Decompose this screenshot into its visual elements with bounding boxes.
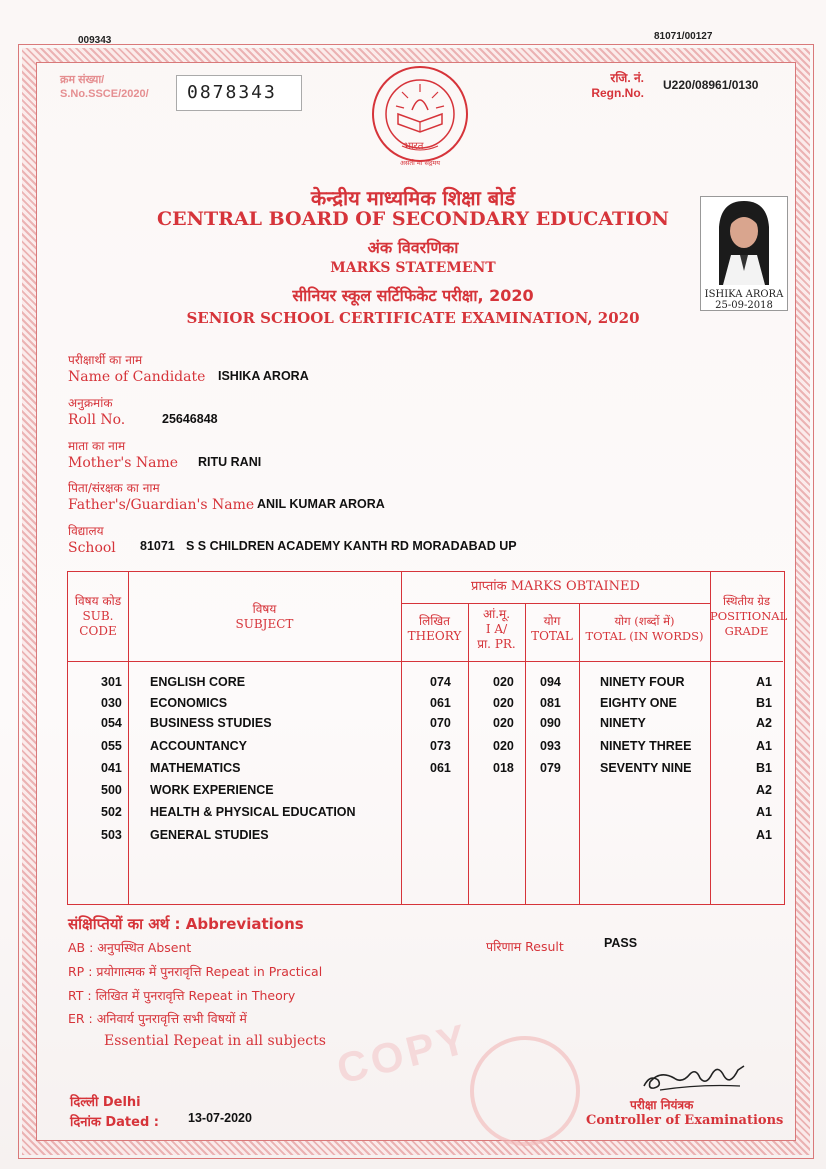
abbr-essential-repeat: ER : अनिवार्य पुनरावृत्ति सभी विषयों में (68, 1011, 247, 1026)
row-subject: WORK EXPERIENCE (150, 783, 274, 797)
header-ia (468, 607, 525, 652)
top-left-code: 009343 (78, 35, 112, 46)
top-right-code: 81071/00127 (654, 31, 713, 42)
row-code: 030 (101, 696, 122, 710)
header-total-words (579, 614, 710, 644)
header-subject-hindi: विषय (252, 602, 277, 616)
row-subject: GENERAL STUDIES (150, 828, 269, 842)
candidate-photo (700, 196, 788, 311)
row-theory: 074 (430, 675, 451, 689)
row-ia: 020 (493, 716, 514, 730)
row-code: 054 (101, 716, 122, 730)
row-words: SEVENTY NINE (600, 761, 692, 775)
father-name: ANIL KUMAR ARORA (257, 497, 385, 511)
table-row (68, 828, 786, 848)
header-grade-en1: POSITIONAL (710, 609, 788, 623)
row-words: NINETY THREE (600, 739, 692, 753)
father-label-en: Father's/Guardian's Name (68, 497, 255, 513)
row-theory: 070 (430, 716, 451, 730)
header-code (68, 594, 128, 639)
row-words: NINETY (600, 716, 646, 730)
abbr-absent: AB : अनुपस्थित Absent (68, 940, 192, 955)
header-marks-obtained: प्राप्तांक MARKS OBTAINED (471, 579, 640, 594)
result-value: PASS (604, 936, 638, 950)
header-grade-en2: GRADE (724, 624, 769, 638)
statement-title-en: MARKS STATEMENT (330, 260, 496, 276)
copy-watermark: COPY (332, 1014, 475, 1093)
dated-label: दिनांक Dated : (70, 1115, 159, 1130)
row-theory: 061 (430, 761, 451, 775)
row-grade: B1 (756, 696, 772, 710)
serial-label-en: S.No.SSCE/2020/ (60, 88, 149, 100)
exam-title-en: SENIOR SCHOOL CERTIFICATE EXAMINATION, 2020 (186, 309, 640, 327)
regn-label (560, 71, 644, 101)
row-subject: BUSINESS STUDIES (150, 716, 272, 730)
board-name-en: CENTRAL BOARD OF SECONDARY EDUCATION (157, 208, 669, 230)
school-label-en: School (68, 540, 116, 556)
emblem-motto: असतो मा सद्गमय (400, 159, 440, 167)
regn-label-en: Regn.No. (591, 86, 644, 100)
controller-label-hindi: परीक्षा नियंत्रक (630, 1098, 694, 1112)
table-row (68, 675, 786, 695)
row-code: 500 (101, 783, 122, 797)
controller-label-en: Controller of Examinations (586, 1113, 784, 1128)
place-label: दिल्ली Delhi (70, 1095, 141, 1110)
candidate-name: ISHIKA ARORA (218, 369, 309, 383)
row-grade: A1 (756, 805, 772, 819)
header-total-en: TOTAL (531, 629, 573, 643)
row-ia: 020 (493, 696, 514, 710)
mother-label-hindi: माता का नाम (68, 439, 126, 453)
roll-label-hindi: अनुक्रमांक (68, 396, 113, 410)
header-theory-hindi: लिखित (418, 614, 450, 628)
header-subject-en: SUBJECT (235, 617, 294, 631)
roll-label-en: Roll No. (68, 412, 126, 428)
abbr-repeat-practical: RP : प्रयोगात्मक में पुनरावृत्ति Repeat in Practical (68, 964, 323, 979)
row-total: 079 (540, 761, 561, 775)
board-name-hindi: केन्द्रीय माध्यमिक शिक्षा बोर्ड (310, 186, 516, 210)
table-row (68, 805, 786, 825)
row-code: 301 (101, 675, 122, 689)
serial-number: 0878343 (176, 75, 302, 111)
row-theory: 073 (430, 739, 451, 753)
father-label-hindi: पिता/संरक्षक का नाम (68, 481, 160, 495)
header-ia-hindi: आं.मू. (482, 607, 511, 621)
regn-number: U220/08961/0130 (663, 78, 759, 92)
row-grade: A1 (756, 739, 772, 753)
header-ia-en: I A/ (485, 622, 508, 636)
serial-label (60, 73, 149, 101)
row-subject: ECONOMICS (150, 696, 228, 710)
school-label-hindi: विद्यालय (68, 524, 104, 538)
row-code: 502 (101, 805, 122, 819)
result-label: परिणाम Result (486, 939, 564, 954)
mother-name: RITU RANI (198, 455, 262, 469)
marks-table (67, 571, 788, 905)
row-grade: A2 (756, 783, 772, 797)
row-subject: ACCOUNTANCY (150, 739, 247, 753)
statement-title-hindi: अंक विवरणिका (367, 238, 459, 257)
row-ia: 020 (493, 675, 514, 689)
table-row (68, 739, 786, 759)
header-words-hindi: योग (शब्दों में) (614, 614, 675, 628)
table-divider (401, 603, 710, 604)
table-row (68, 783, 786, 803)
row-words: NINETY FOUR (600, 675, 685, 689)
row-code: 055 (101, 739, 122, 753)
abbr-repeat-theory: RT : लिखित में पुनरावृत्ति Repeat in Theory (68, 988, 296, 1003)
row-theory: 061 (430, 696, 451, 710)
row-grade: B1 (756, 761, 772, 775)
row-ia: 018 (493, 761, 514, 775)
row-grade: A1 (756, 675, 772, 689)
row-subject: HEALTH & PHYSICAL EDUCATION (150, 805, 356, 819)
photo-caption-date: 25-09-2018 (715, 300, 773, 311)
candidate-portrait-icon (701, 197, 787, 285)
row-ia: 020 (493, 739, 514, 753)
table-row (68, 761, 786, 781)
row-code: 503 (101, 828, 122, 842)
name-label-en: Name of Candidate (68, 369, 206, 385)
table-row (68, 696, 786, 716)
header-words-en: TOTAL (IN WORDS) (585, 629, 704, 643)
mother-label-en: Mother's Name (68, 455, 179, 471)
row-total: 094 (540, 675, 561, 689)
name-label-hindi: परीक्षार्थी का नाम (68, 353, 143, 367)
row-total: 093 (540, 739, 561, 753)
header-code-en1: SUB. (82, 609, 114, 623)
row-grade: A1 (756, 828, 772, 842)
row-total: 081 (540, 696, 561, 710)
photo-caption-name: ISHIKA ARORA (704, 289, 784, 300)
row-subject: MATHEMATICS (150, 761, 241, 775)
signature-icon (640, 1056, 750, 1096)
header-total (525, 614, 579, 644)
serial-label-hindi: क्रम संख्या/ (60, 74, 105, 86)
row-code: 041 (101, 761, 122, 775)
row-words: EIGHTY ONE (600, 696, 677, 710)
header-theory-en: THEORY (407, 629, 462, 643)
roll-number: 25646848 (162, 412, 218, 426)
regn-label-hindi: रजि. नं. (610, 71, 644, 85)
row-total: 090 (540, 716, 561, 730)
school-code: 81071 (140, 539, 175, 553)
header-subject (128, 602, 401, 632)
row-subject: ENGLISH CORE (150, 675, 246, 689)
header-code-en2: CODE (79, 624, 117, 638)
table-row (68, 716, 786, 736)
cbse-emblem-icon (368, 62, 472, 166)
header-theory (401, 614, 468, 644)
header-code-hindi: विषय कोड (74, 594, 122, 608)
exam-title-hindi: सीनियर स्कूल सर्टिफिकेट परीक्षा, 2020 (292, 286, 534, 305)
seal-ring-icon (470, 1036, 580, 1146)
row-grade: A2 (756, 716, 772, 730)
issue-date: 13-07-2020 (188, 1111, 252, 1125)
abbreviations-title: संक्षिप्तियों का अर्थ : Abbreviations (68, 915, 304, 933)
header-grade-hindi: स्थितीय ग्रेड (722, 594, 771, 608)
header-ia-pr: प्रा. PR. (477, 637, 516, 651)
table-header-bottom (68, 661, 783, 662)
emblem-text: भारत (404, 141, 424, 152)
school-name: S S CHILDREN ACADEMY KANTH RD MORADABAD UP (186, 539, 517, 553)
abbr-essential-repeat-en: Essential Repeat in all subjects (104, 1033, 326, 1049)
header-grade (710, 594, 788, 639)
header-total-hindi: योग (543, 614, 561, 628)
